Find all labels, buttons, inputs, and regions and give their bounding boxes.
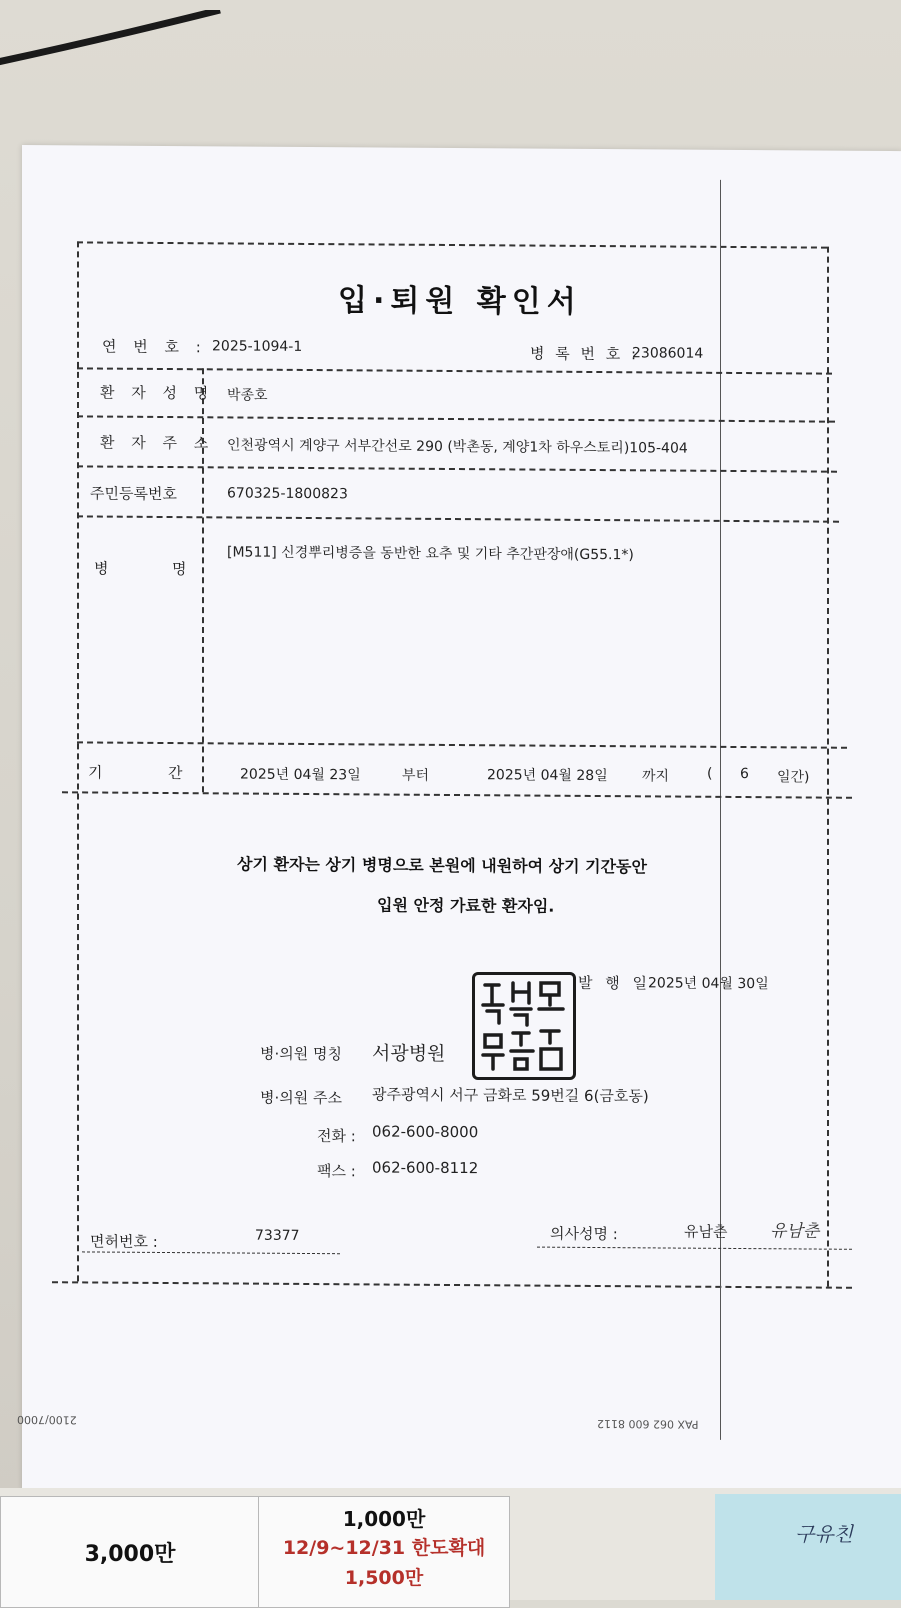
left-amount: 3,000만 <box>84 1542 176 1567</box>
license-no: 73377 <box>255 1227 300 1244</box>
sticky-note <box>715 1494 901 1600</box>
row-line-4 <box>77 515 839 522</box>
limit-extension: 12/9~12/31 한도확대 <box>282 1537 486 1559</box>
patient-address: 인천광역시 계양구 서부간선로 290 (박촌동, 계양1차 하우스토리)105-404 <box>227 437 688 457</box>
frame-top <box>77 241 827 248</box>
bottom-strip <box>0 1488 901 1600</box>
diagnosis-label-2: 명 <box>172 560 193 579</box>
row-line-2 <box>77 415 835 422</box>
period-from: 부터 <box>402 767 430 784</box>
price-box-left <box>0 1496 260 1608</box>
period-label-2: 간 <box>168 764 189 783</box>
row-line-1 <box>77 367 832 374</box>
doctor-name: 유남춘 <box>684 1222 728 1241</box>
statement-line-2: 입원 안정 가료한 환자임. <box>377 895 555 916</box>
diagnosis-value: [M511] 신경뿌리병증을 동반한 요추 및 기타 추간판장애(G55.1*) <box>227 544 634 564</box>
footer-artifact-right: PAX 062 600 8112 <box>597 1417 699 1431</box>
hospital-address-label: 병·의원 주소 <box>260 1088 342 1108</box>
frame-left <box>77 241 79 1281</box>
resident-no: 670325-1800823 <box>227 485 348 503</box>
period-days-unit: 일간) <box>777 769 810 786</box>
scan-line <box>720 180 721 1440</box>
record-label: 병 록 번 호 : <box>530 344 640 364</box>
patient-address-label: 환 자 주 소 <box>100 433 215 453</box>
phone-label: 전화 : <box>317 1127 356 1146</box>
period-start: 2025년 04월 23일 <box>240 766 361 784</box>
diagnosis-label-1: 병 <box>94 559 115 578</box>
serial-value: 2025-1094-1 <box>212 338 303 355</box>
middle-amount: 1,000만 <box>342 1507 426 1531</box>
period-open-paren: ( <box>707 765 713 782</box>
patient-name: 박종호 <box>227 387 268 404</box>
patient-name-label: 환 자 성 명 <box>100 383 215 403</box>
note-handwriting: 구유친 <box>795 1522 853 1546</box>
hospital-name: 서광병원 <box>372 1042 446 1065</box>
resident-no-label: 주민등록번호 <box>90 484 177 504</box>
license-underline <box>82 1251 340 1254</box>
period-label-1: 기 <box>88 763 109 782</box>
fax: 062-600-8112 <box>372 1158 479 1178</box>
hospital-address: 광주광역시 서구 금화로 59번길 6(금호동) <box>372 1085 649 1106</box>
row-line-5 <box>77 741 847 748</box>
row-line-6 <box>62 791 852 799</box>
frame-right <box>827 247 829 1287</box>
row-line-3 <box>77 465 837 472</box>
certificate-paper <box>17 145 901 1496</box>
period-until: 까지 <box>642 768 670 785</box>
phone: 062-600-8000 <box>372 1122 479 1142</box>
extended-amount: 1,500만 <box>344 1567 424 1589</box>
doctor-label: 의사성명 : <box>550 1224 618 1244</box>
doctor-signature: 유남춘 <box>770 1221 820 1242</box>
hospital-name-label: 병·의원 명칭 <box>260 1044 342 1064</box>
document-title: 입·퇴원 확인서 <box>338 283 582 320</box>
period-days: 6 <box>740 766 749 783</box>
hospital-seal <box>472 972 576 1080</box>
frame-bottom <box>52 1281 852 1289</box>
record-value: 23086014 <box>632 345 704 362</box>
cable <box>0 10 260 80</box>
license-label: 면허번호 : <box>90 1232 158 1251</box>
doctor-underline <box>537 1247 852 1250</box>
price-box-middle <box>258 1496 510 1608</box>
statement-line-1: 상기 환자는 상기 병명으로 본원에 내원하여 상기 기간동안 <box>237 854 647 877</box>
seal-glyphs <box>475 975 573 1077</box>
footer-artifact-left: 2100/7000 <box>17 1412 77 1427</box>
issue-label: 발 행 일 <box>578 973 652 993</box>
issue-date: 2025년 04월 30일 <box>648 975 769 993</box>
fax-label: 팩스 : <box>317 1162 356 1181</box>
period-end: 2025년 04월 28일 <box>487 767 608 785</box>
serial-label: 연 번 호 : <box>102 337 207 357</box>
